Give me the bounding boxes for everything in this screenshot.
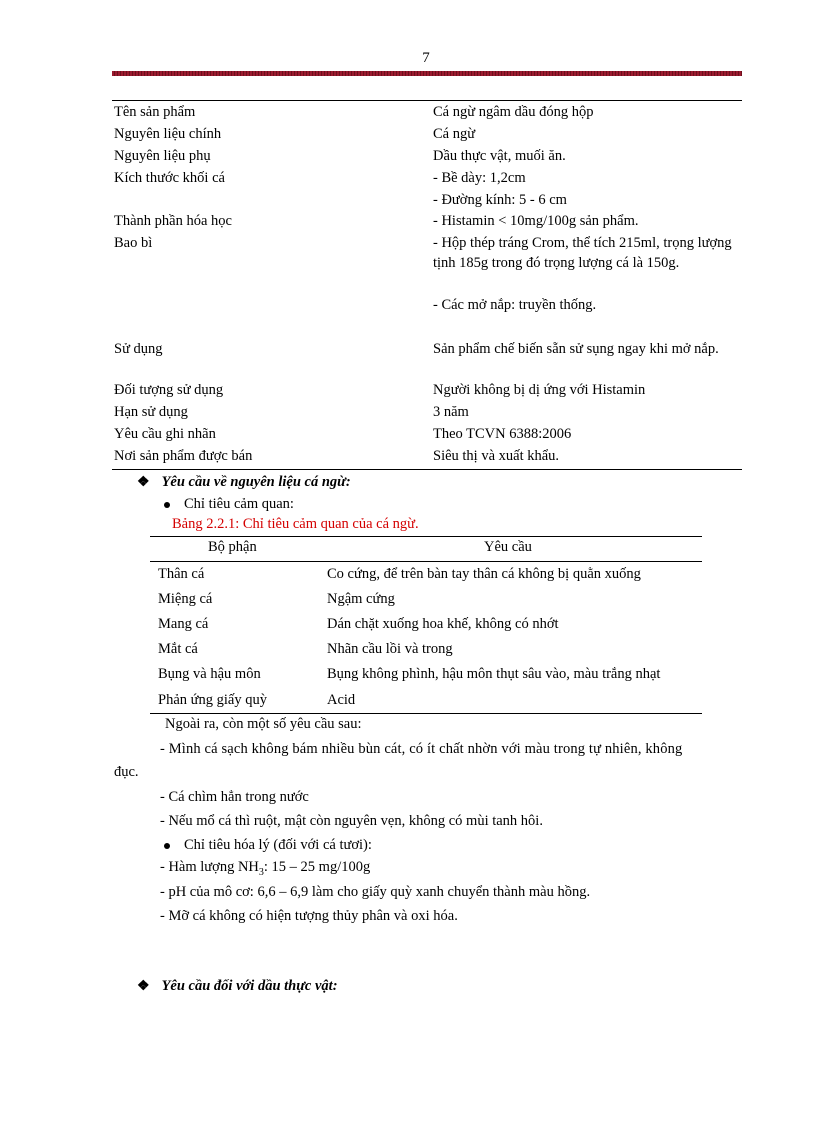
sensory-table-bottom-rule — [150, 713, 702, 714]
sensory-cell-requirement: Co cứng, để trên bàn tay thân cá không bị quằn xuống — [327, 566, 641, 582]
spec-label: Yêu cầu ghi nhãn — [114, 426, 216, 442]
spec-table-top-rule — [112, 100, 742, 101]
sensory-cell-requirement: Bụng không phình, hậu môn thụt sâu vào, màu trắng nhạt — [327, 666, 661, 682]
extra-intro: Ngoài ra, còn một số yêu cầu sau: — [165, 716, 362, 732]
spec-label: Bao bì — [114, 235, 153, 251]
spec-value: Cá ngừ ngâm dầu đóng hộp — [433, 104, 594, 120]
extra-line: - Mình cá sạch không bám nhiều bùn cát, có ít chất nhờn với màu trong tự nhiên, không — [160, 741, 683, 757]
diamond-bullet-icon: ❖ — [137, 475, 150, 490]
spec-value: Cá ngừ — [433, 126, 476, 142]
spec-label: Nguyên liệu chính — [114, 126, 222, 142]
sensory-cell-requirement: Nhãn cầu lồi và trong — [327, 641, 453, 657]
spec-label: Sử dụng — [114, 341, 163, 357]
sensory-table-header-rule — [150, 561, 702, 562]
spec-value: Dầu thực vật, muối ăn. — [433, 148, 566, 164]
spec-value: - Hộp thép tráng Crom, thể tích 215ml, trọng lượng tịnh 185g trong đó trọng lượng cá là 150g. — [433, 235, 732, 271]
sensory-cell-part: Phản ứng giấy quỳ — [158, 692, 267, 708]
spec-value: - Các mở nắp: truyền thống. — [433, 297, 597, 313]
chem-line-nh3: - Hàm lượng $NH_3$: 15 – 25 mg/100g — [160, 859, 371, 878]
extra-line: - Nếu mổ cá thì ruột, mật còn nguyên vẹn, không có mùi tanh hôi. — [160, 813, 543, 829]
bullet-dot-icon — [164, 843, 170, 849]
sensory-header-part: Bộ phận — [208, 539, 257, 555]
extra-line: - Cá chìm hẳn trong nước — [160, 789, 309, 805]
sensory-bullet: Chỉ tiêu cảm quan: — [164, 496, 294, 513]
spec-value: - Đường kính: 5 - 6 cm — [433, 192, 567, 208]
spec-value: Người không bị dị ứng với Histamin — [433, 382, 646, 398]
spec-value: - Bề dày: 1,2cm — [433, 170, 526, 186]
section-heading-fish: ❖ Yêu cầu về nguyên liệu cá ngừ: — [137, 474, 351, 490]
spec-value: - Histamin < 10mg/100g sản phẩm. — [433, 213, 639, 229]
sensory-table-top-rule — [150, 536, 702, 537]
sensory-cell-requirement: Dán chặt xuống hoa khế, không có nhớt — [327, 616, 559, 632]
page-number: 7 — [422, 50, 430, 66]
spec-value: Sản phẩm chế biến sẵn sử sụng ngay khi mở nắp. — [433, 341, 719, 357]
sensory-cell-part: Mang cá — [158, 616, 209, 632]
spec-label: Kích thước khối cá — [114, 170, 225, 186]
chem-line: - pH của mô cơ: 6,6 – 6,9 làm cho giấy quỳ xanh chuyển thành màu hồng. — [160, 884, 591, 900]
sensory-cell-requirement: Acid — [327, 692, 356, 708]
sensory-cell-part: Thân cá — [158, 566, 205, 582]
spec-table-bottom-rule — [112, 469, 742, 470]
bullet-dot-icon — [164, 502, 170, 508]
sensory-cell-part: Bụng và hậu môn — [158, 666, 261, 682]
sensory-cell-part: Miệng cá — [158, 591, 213, 607]
spec-label: Đối tượng sử dụng — [114, 382, 224, 398]
extra-line: đục. — [114, 764, 139, 780]
spec-value: 3 năm — [433, 404, 469, 420]
chem-bullet: Chỉ tiêu hóa lý (đối với cá tươi): — [164, 837, 372, 854]
header-rule — [112, 71, 742, 76]
sensory-cell-requirement: Ngậm cứng — [327, 591, 395, 607]
sensory-cell-part: Mắt cá — [158, 641, 198, 657]
spec-value: Theo TCVN 6388:2006 — [433, 426, 572, 442]
spec-label: Nơi sản phẩm được bán — [114, 448, 253, 464]
sensory-header-requirement: Yêu cầu — [484, 539, 532, 555]
diamond-bullet-icon: ❖ — [137, 979, 150, 994]
spec-label: Thành phần hóa học — [114, 213, 232, 229]
spec-label: Tên sản phẩm — [114, 104, 196, 120]
table-caption: Bảng 2.2.1: Chỉ tiêu cảm quan của cá ngừ. — [172, 516, 419, 532]
chem-line: - Mỡ cá không có hiện tượng thủy phân và oxi hóa. — [160, 908, 458, 924]
spec-label: Nguyên liệu phụ — [114, 148, 211, 164]
spec-value: Siêu thị và xuất khẩu. — [433, 448, 560, 464]
spec-label: Hạn sử dụng — [114, 404, 188, 420]
section-heading-oil: ❖ Yêu cầu đối với dầu thực vật: — [137, 978, 338, 994]
